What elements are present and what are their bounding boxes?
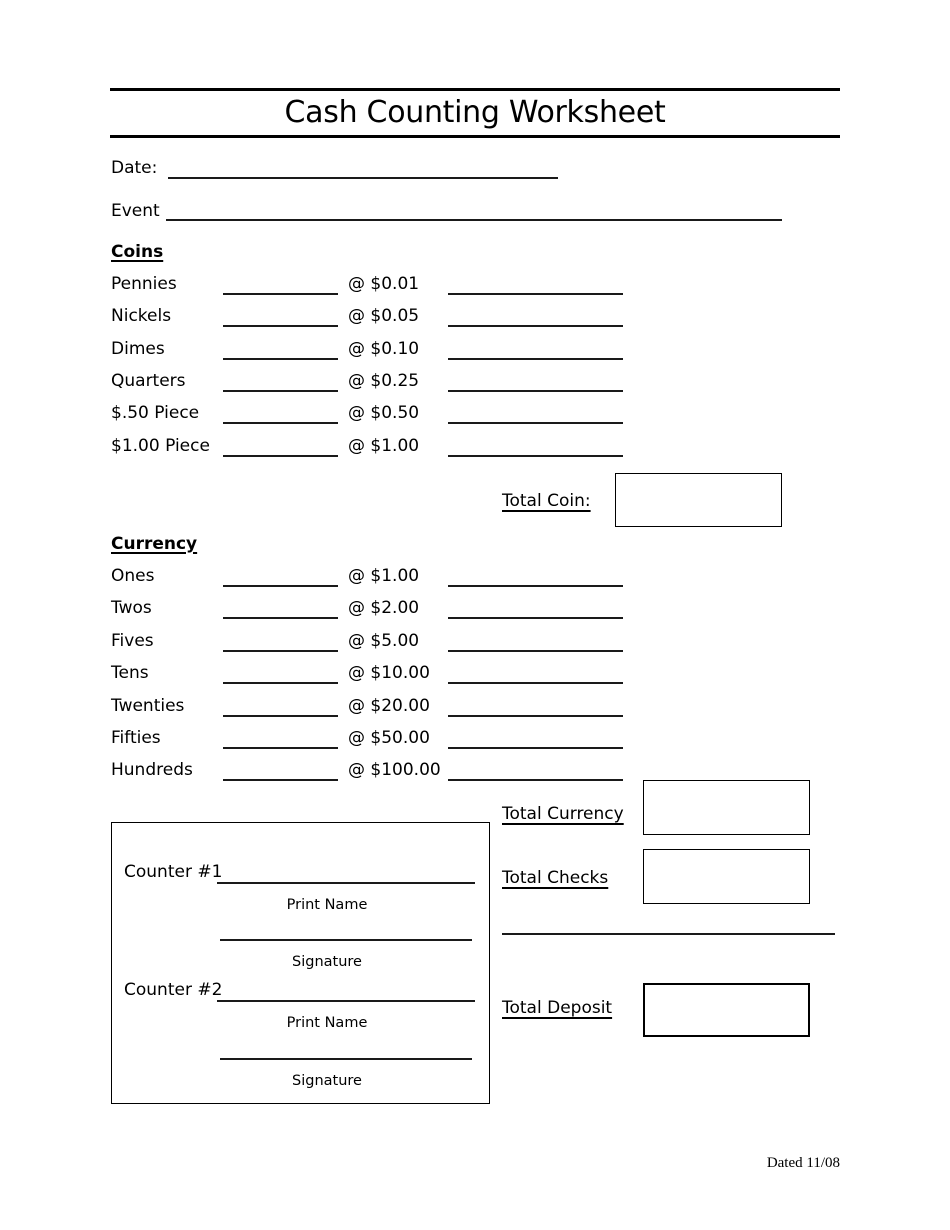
total-deposit-label: Total Deposit: [502, 998, 613, 1018]
counter2-print-name-caption: Print Name: [286, 1015, 368, 1031]
coin-count-fill-line[interactable]: [223, 293, 338, 295]
currency-row-fifties: [111, 728, 840, 752]
currency-rate: @ $20.00: [348, 696, 430, 716]
total-currency-box[interactable]: [643, 780, 810, 835]
currency-row-tens: [111, 663, 840, 687]
coins-section-header: Coins: [111, 242, 164, 262]
coin-label: $.50 Piece: [111, 403, 200, 423]
event-label: Event: [111, 201, 160, 221]
currency-label: Tens: [111, 663, 149, 683]
coin-amount-fill-line[interactable]: [448, 422, 623, 424]
currency-label: Twos: [111, 598, 152, 618]
dated-footnote: Dated 11/08: [766, 1155, 840, 1171]
total-deposit-box[interactable]: [643, 983, 810, 1037]
currency-amount-fill-line[interactable]: [448, 617, 623, 619]
currency-amount-fill-line[interactable]: [448, 715, 623, 717]
checks-fill-line[interactable]: [502, 933, 835, 935]
coin-row-nickels: [111, 306, 840, 330]
total-checks-box[interactable]: [643, 849, 810, 904]
counter1-name-fill-line[interactable]: [217, 882, 475, 884]
counters-box: [111, 822, 490, 1104]
currency-label: Twenties: [111, 696, 185, 716]
coin-label: Dimes: [111, 339, 165, 359]
currency-label: Hundreds: [111, 760, 193, 780]
currency-amount-fill-line[interactable]: [448, 747, 623, 749]
coin-count-fill-line[interactable]: [223, 455, 338, 457]
title-bottom-rule: [110, 135, 840, 138]
currency-row-twos: [111, 598, 840, 622]
coin-amount-fill-line[interactable]: [448, 293, 623, 295]
coin-count-fill-line[interactable]: [223, 390, 338, 392]
currency-amount-fill-line[interactable]: [448, 650, 623, 652]
coin-amount-fill-line[interactable]: [448, 325, 623, 327]
coin-rate: @ $0.10: [348, 339, 420, 359]
coin-rate: @ $0.25: [348, 371, 420, 391]
date-fill-line[interactable]: [168, 177, 558, 179]
currency-row-ones: [111, 566, 840, 590]
currency-rate: @ $2.00: [348, 598, 420, 618]
counter1-print-name-caption: Print Name: [286, 897, 368, 913]
date-label: Date:: [111, 158, 158, 178]
coin-rate: @ $0.50: [348, 403, 420, 423]
coin-label: $1.00 Piece: [111, 436, 210, 456]
currency-section-header: Currency: [111, 534, 198, 554]
currency-count-fill-line[interactable]: [223, 650, 338, 652]
total-currency-label: Total Currency: [502, 804, 624, 824]
coin-amount-fill-line[interactable]: [448, 455, 623, 457]
currency-row-fives: [111, 631, 840, 655]
counter2-signature-fill-line[interactable]: [220, 1058, 472, 1060]
coin-label: Pennies: [111, 274, 177, 294]
currency-rate: @ $10.00: [348, 663, 430, 683]
counter1-label: Counter #1: [124, 862, 223, 882]
coin-row-dollar-coin: [111, 436, 840, 460]
currency-count-fill-line[interactable]: [223, 617, 338, 619]
coin-row-quarters: [111, 371, 840, 395]
page-title: Cash Counting Worksheet: [284, 95, 666, 130]
total-coin-label: Total Coin:: [502, 491, 591, 511]
currency-label: Fifties: [111, 728, 161, 748]
currency-rate: @ $5.00: [348, 631, 420, 651]
coin-amount-fill-line[interactable]: [448, 358, 623, 360]
coin-label: Quarters: [111, 371, 186, 391]
currency-label: Ones: [111, 566, 155, 586]
currency-count-fill-line[interactable]: [223, 779, 338, 781]
total-coin-box[interactable]: [615, 473, 782, 527]
currency-count-fill-line[interactable]: [223, 585, 338, 587]
coin-row-fifty-cent: [111, 403, 840, 427]
currency-count-fill-line[interactable]: [223, 682, 338, 684]
currency-amount-fill-line[interactable]: [448, 585, 623, 587]
currency-rate: @ $100.00: [348, 760, 441, 780]
currency-rate: @ $1.00: [348, 566, 420, 586]
currency-label: Fives: [111, 631, 154, 651]
counter1-signature-caption: Signature: [292, 954, 362, 970]
currency-amount-fill-line[interactable]: [448, 682, 623, 684]
event-fill-line[interactable]: [166, 219, 782, 221]
title-top-rule: [110, 88, 840, 91]
counter2-signature-caption: Signature: [292, 1073, 362, 1089]
currency-row-twenties: [111, 696, 840, 720]
total-checks-label: Total Checks: [502, 868, 609, 888]
coin-count-fill-line[interactable]: [223, 422, 338, 424]
counter2-label: Counter #2: [124, 980, 223, 1000]
currency-amount-fill-line[interactable]: [448, 779, 623, 781]
counter1-signature-fill-line[interactable]: [220, 939, 472, 941]
coin-rate: @ $1.00: [348, 436, 420, 456]
currency-count-fill-line[interactable]: [223, 715, 338, 717]
coin-rate: @ $0.05: [348, 306, 420, 326]
coin-row-dimes: [111, 339, 840, 363]
coin-label: Nickels: [111, 306, 172, 326]
coin-count-fill-line[interactable]: [223, 325, 338, 327]
counter2-name-fill-line[interactable]: [217, 1000, 475, 1002]
coin-amount-fill-line[interactable]: [448, 390, 623, 392]
coin-row-pennies: [111, 274, 840, 298]
currency-count-fill-line[interactable]: [223, 747, 338, 749]
coin-rate: @ $0.01: [348, 274, 420, 294]
currency-rate: @ $50.00: [348, 728, 430, 748]
coin-count-fill-line[interactable]: [223, 358, 338, 360]
